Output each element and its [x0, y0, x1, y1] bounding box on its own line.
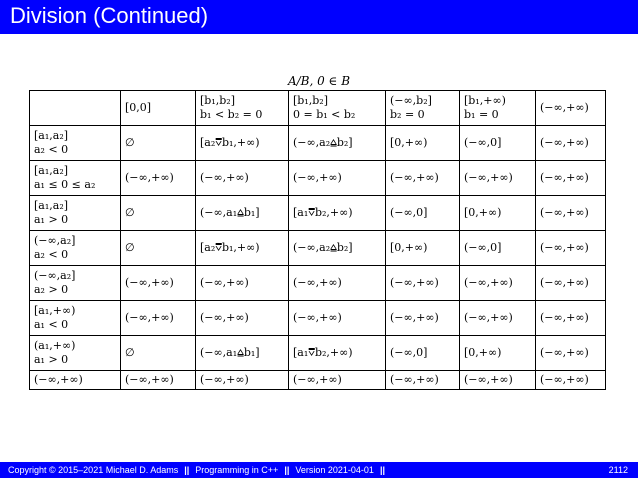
footer-version: Version 2021-04-01	[295, 465, 374, 475]
page-number: 2112	[608, 465, 628, 475]
header-cell	[386, 91, 460, 126]
result-cell: (−∞,0]	[386, 336, 460, 371]
result-cell: (−∞,+∞)	[536, 126, 606, 161]
result-cell: (−∞,a₁⩠b₁]	[196, 196, 289, 231]
result-cell: (−∞,0]	[460, 231, 536, 266]
result-cell: (−∞,+∞)	[460, 371, 536, 390]
header-interval: (−∞,+∞)	[540, 101, 589, 114]
result-cell: [a₁⩢b₂,+∞)	[289, 336, 386, 371]
result-cell: (−∞,a₂⩠b₂]	[289, 231, 386, 266]
row-interval: [a₁,a₂]	[34, 199, 69, 212]
result-cell: ∅	[121, 196, 196, 231]
result-cell: (−∞,+∞)	[121, 161, 196, 196]
header-corner-cell	[30, 91, 121, 126]
header-cell	[196, 91, 289, 126]
row-label-cell	[30, 371, 121, 390]
result-cell: (−∞,a₂⩠b₂]	[289, 126, 386, 161]
header-cell	[536, 91, 606, 126]
header-interval: (−∞,b₂]	[390, 94, 432, 107]
row-interval: [a₁,a₂]	[34, 129, 69, 142]
footer-bar	[0, 462, 638, 478]
result-cell: (−∞,+∞)	[196, 266, 289, 301]
row-label-cell	[30, 231, 121, 266]
result-cell: (−∞,+∞)	[289, 371, 386, 390]
row-label-cell	[30, 301, 121, 336]
table-row	[30, 231, 606, 266]
row-condition: a₁ > 0	[34, 353, 69, 366]
table-row	[30, 196, 606, 231]
title-bar	[0, 0, 638, 34]
division-table	[29, 90, 606, 390]
row-label-cell	[30, 161, 121, 196]
row-label-cell	[30, 336, 121, 371]
row-label-cell	[30, 266, 121, 301]
header-interval: [b₁,b₂]	[200, 94, 235, 107]
header-condition: b₂ = 0	[390, 108, 425, 121]
table-row	[30, 301, 606, 336]
result-cell: (−∞,+∞)	[196, 161, 289, 196]
row-condition: a₁ > 0	[34, 213, 69, 226]
result-cell: (−∞,0]	[386, 196, 460, 231]
row-condition: a₁ ≤ 0 ≤ a₂	[34, 178, 96, 191]
result-cell: (−∞,+∞)	[536, 161, 606, 196]
row-interval: (a₁,+∞)	[34, 339, 76, 352]
row-interval: (−∞,a₂]	[34, 234, 76, 247]
table-row	[30, 371, 606, 390]
result-cell: (−∞,+∞)	[289, 161, 386, 196]
result-cell: (−∞,+∞)	[289, 301, 386, 336]
table-caption: A/B, 0 ∈ B	[287, 74, 351, 88]
result-cell: (−∞,+∞)	[386, 161, 460, 196]
result-cell: (−∞,+∞)	[460, 301, 536, 336]
result-cell: (−∞,+∞)	[536, 301, 606, 336]
result-cell: (−∞,+∞)	[121, 371, 196, 390]
result-cell: (−∞,+∞)	[536, 266, 606, 301]
table-row	[30, 336, 606, 371]
header-row	[30, 91, 606, 126]
header-condition: 0 = b₁ < b₂	[293, 108, 356, 121]
header-cell	[121, 91, 196, 126]
table-row	[30, 126, 606, 161]
row-condition: a₂ > 0	[34, 283, 69, 296]
result-cell: [a₂⩢b₁,+∞)	[196, 231, 289, 266]
footer-separator: ||	[184, 465, 190, 475]
table-row	[30, 266, 606, 301]
row-label-cell	[30, 196, 121, 231]
row-interval: (−∞,a₂]	[34, 269, 76, 282]
row-label-cell	[30, 126, 121, 161]
result-cell: ∅	[121, 231, 196, 266]
table-body	[30, 126, 606, 390]
result-cell: (−∞,+∞)	[121, 266, 196, 301]
result-cell: (−∞,+∞)	[536, 371, 606, 390]
result-cell: (−∞,0]	[460, 126, 536, 161]
row-condition: a₁ < 0	[34, 318, 69, 331]
header-condition: b₁ < b₂ = 0	[200, 108, 263, 121]
result-cell: (−∞,+∞)	[460, 266, 536, 301]
header-cell	[460, 91, 536, 126]
result-cell: (−∞,+∞)	[536, 336, 606, 371]
row-condition: a₂ < 0	[34, 143, 69, 156]
header-interval: [0,0]	[125, 101, 152, 114]
footer-course: Programming in C++	[195, 465, 279, 475]
result-cell: (−∞,+∞)	[460, 161, 536, 196]
result-cell: [0,+∞)	[460, 196, 536, 231]
result-cell: (−∞,+∞)	[536, 231, 606, 266]
result-cell: ∅	[121, 126, 196, 161]
row-interval: [a₁,+∞)	[34, 304, 76, 317]
result-cell: [0,+∞)	[386, 126, 460, 161]
result-cell: [0,+∞)	[386, 231, 460, 266]
result-cell: (−∞,+∞)	[196, 301, 289, 336]
row-condition: a₂ < 0	[34, 248, 69, 261]
result-cell: (−∞,+∞)	[121, 301, 196, 336]
result-cell: ∅	[121, 336, 196, 371]
result-cell: (−∞,+∞)	[196, 371, 289, 390]
header-interval: [b₁,+∞)	[464, 94, 506, 107]
result-cell: (−∞,+∞)	[386, 371, 460, 390]
result-cell: (−∞,+∞)	[386, 301, 460, 336]
result-cell: (−∞,+∞)	[386, 266, 460, 301]
result-cell: (−∞,+∞)	[536, 196, 606, 231]
result-cell: [a₂⩢b₁,+∞)	[196, 126, 289, 161]
result-cell: [a₁⩢b₂,+∞)	[289, 196, 386, 231]
result-cell: [0,+∞)	[460, 336, 536, 371]
header-interval: [b₁,b₂]	[293, 94, 328, 107]
footer-separator: ||	[379, 465, 385, 475]
header-cell	[289, 91, 386, 126]
footer-info	[8, 462, 391, 478]
result-cell: (−∞,+∞)	[289, 266, 386, 301]
footer-copyright: Copyright © 2015–2021 Michael D. Adams	[8, 465, 179, 475]
result-cell: (−∞,a₁⩠b₁]	[196, 336, 289, 371]
row-interval: (−∞,+∞)	[34, 373, 83, 386]
slide-title: Division (Continued)	[10, 3, 209, 28]
row-interval: [a₁,a₂]	[34, 164, 69, 177]
table-row	[30, 161, 606, 196]
header-condition: b₁ = 0	[464, 108, 499, 121]
footer-separator: ||	[284, 465, 290, 475]
